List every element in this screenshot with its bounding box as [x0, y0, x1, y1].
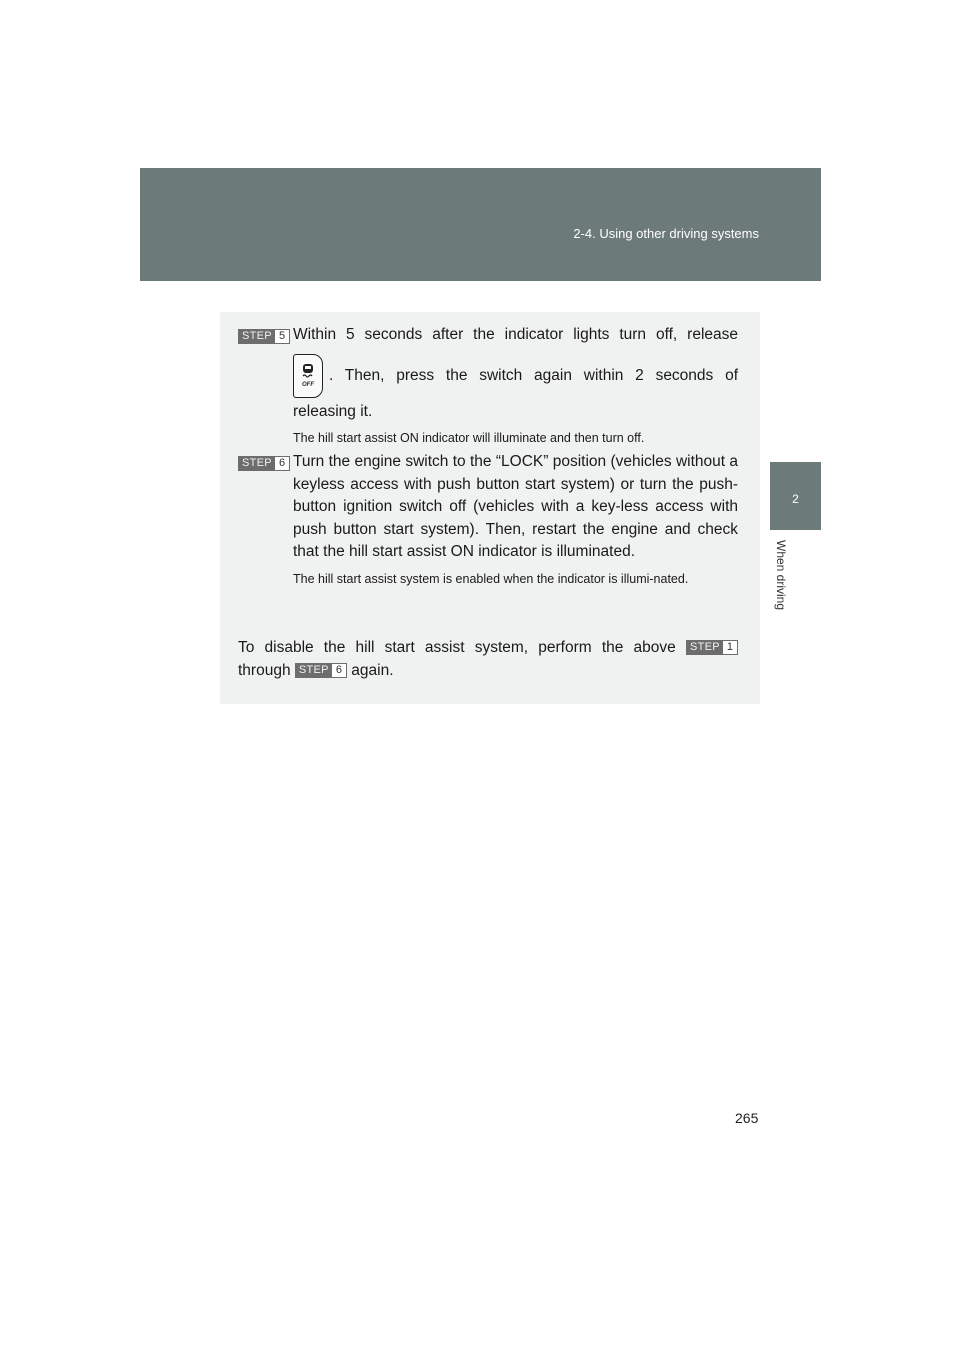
step-text: Turn the engine switch to the “LOCK” position (vehicles without a keyless access with push button start system) or turn the push-button ignition switch off (vehicles with a key-less access with push button start system). Then, restart the engine and check that the hill start assist ON indicator is illuminated.	[293, 453, 738, 560]
step-ref-badge: STEP 6	[295, 663, 347, 678]
chapter-number: 2	[792, 492, 799, 506]
step-text: releasing it.	[293, 402, 373, 420]
off-label: OFF	[302, 381, 314, 388]
step-badge: STEP 6	[238, 456, 290, 471]
step-badge: STEP 5	[238, 329, 290, 344]
hill-start-assist-off-switch-icon	[293, 354, 323, 398]
procedure-box	[220, 312, 760, 704]
chapter-tab[interactable]	[770, 462, 821, 530]
step-text: Within 5 seconds after the indicator lights turn off, release	[293, 326, 738, 343]
step-6	[238, 451, 738, 588]
car-slip-icon	[300, 363, 316, 383]
step-note: The hill start assist system is enabled when the indicator is illumi-nated.	[293, 571, 689, 586]
step-5	[238, 324, 738, 447]
step-text: . Then, press the switch again within 2 seconds of	[329, 366, 738, 384]
step-ref-badge: STEP 1	[686, 640, 738, 655]
disable-instruction: To disable the hill start assist system, perform the above STEP 1 through STEP 6 again.	[238, 637, 738, 682]
step-note: The hill start assist ON indicator will illuminate and then turn off.	[293, 431, 645, 445]
chapter-label: When driving	[774, 540, 788, 611]
section-title: 2-4. Using other driving systems	[573, 226, 759, 241]
header-band	[140, 168, 821, 281]
page-number: 265	[735, 1110, 759, 1126]
